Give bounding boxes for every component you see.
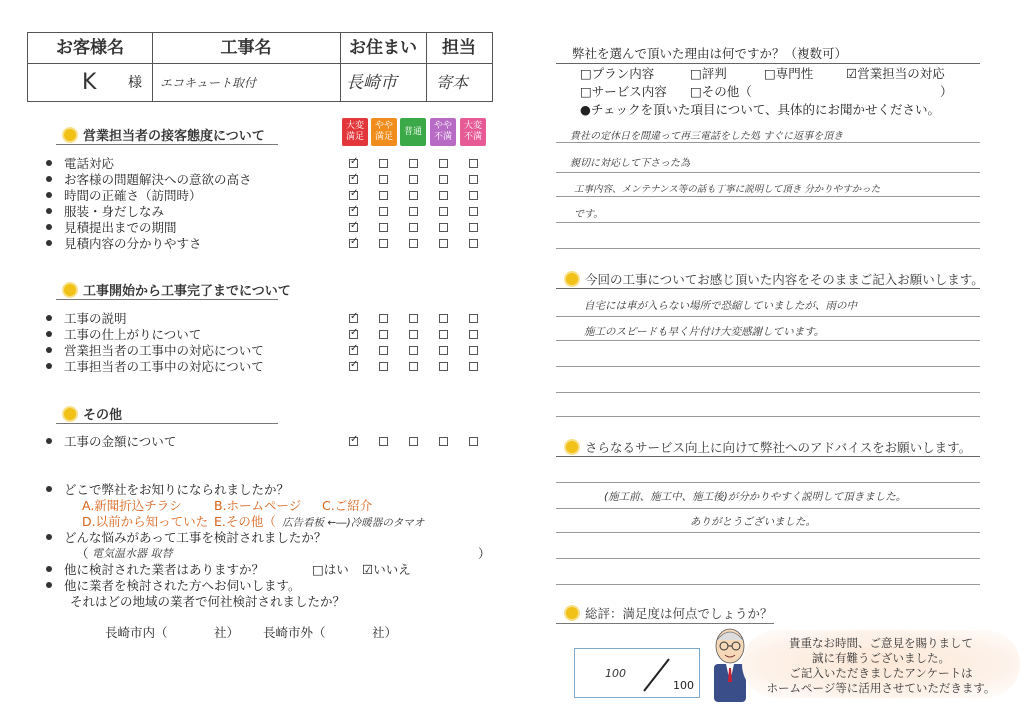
ruled-line — [556, 288, 980, 289]
rating-somewhat-dissatisfied: やや不満 — [430, 118, 456, 146]
rating-checkbox[interactable] — [439, 191, 448, 200]
rating-checkbox[interactable] — [349, 207, 358, 216]
rating-checkbox[interactable] — [469, 314, 478, 323]
rating-very-satisfied: 大変満足 — [342, 118, 368, 146]
reason-service: □サービス内容 — [580, 84, 667, 99]
rating-checkbox[interactable] — [409, 362, 418, 371]
ruled-line — [556, 316, 980, 317]
rating-row — [46, 172, 252, 188]
ruled-line — [556, 584, 980, 585]
detail-answer-line: 工事内容、メンテナンス等の話も丁寧に説明して頂き 分かりやすかった — [574, 184, 881, 195]
advice-question: さらなるサービス向上に向けて弊社へのアドバイスをお願いします。 — [566, 438, 971, 456]
company-count-suffix: 社） — [372, 625, 398, 640]
ruled-line — [556, 508, 980, 509]
rating-checkbox[interactable] — [469, 207, 478, 216]
rating-row-label: 工事担当者の工事中の対応について — [64, 359, 264, 374]
rating-checkbox[interactable] — [409, 239, 418, 248]
flower-icon — [64, 284, 76, 296]
customer-suffix: 様 — [128, 75, 142, 91]
rating-checkbox[interactable] — [469, 223, 478, 232]
rating-checkbox[interactable] — [439, 239, 448, 248]
ruled-line — [556, 416, 980, 417]
bullet-icon — [46, 347, 52, 353]
rating-checkbox[interactable] — [439, 175, 448, 184]
reason-reputation: □評判 — [690, 66, 727, 81]
other-section-title: その他 — [64, 404, 122, 423]
rating-checkbox[interactable] — [469, 191, 478, 200]
rating-neutral: 普通 — [400, 118, 426, 146]
feel-question: 今回の工事についてお感じ頂いた内容をそのままご記入お願いします。 — [566, 270, 984, 288]
rating-checkbox[interactable] — [469, 362, 478, 371]
rating-checkbox[interactable] — [439, 314, 448, 323]
rating-checkbox[interactable] — [349, 437, 358, 446]
thanks-message: 貴重なお時間、ご意見を賜りまして 誠に有難うございました。 ご記入いただきましたアンケートは ホームページ等に活用させていただきます。 — [766, 636, 996, 695]
option-e-answer: 広告看板 ←―)冷暖器のタマオ — [282, 517, 425, 529]
rating-row — [46, 236, 202, 252]
reason-other-close: ） — [940, 84, 953, 99]
rating-checkbox[interactable] — [379, 346, 388, 355]
worry-open-paren: （ — [76, 546, 89, 561]
work-name-heading: 工事名 — [220, 38, 272, 58]
rating-checkbox[interactable] — [409, 175, 418, 184]
feel-answer-line: 施工のスピードも早く片付け大変感謝しています。 — [584, 326, 825, 338]
rating-row-label: 見積内容の分かりやすさ — [64, 236, 202, 251]
rating-checkbox[interactable] — [439, 346, 448, 355]
rating-row-label: 工事の仕上がりについて — [64, 327, 202, 342]
advice-answer-line: (施工前、施工中、施工後)が分かりやすく説明して頂きました。 — [604, 491, 907, 503]
vendor-no-option: ☑いいえ — [362, 562, 411, 577]
rating-checkbox[interactable] — [379, 437, 388, 446]
rating-checkbox[interactable] — [379, 175, 388, 184]
bullet-icon — [46, 582, 52, 588]
bullet-icon — [46, 566, 52, 572]
rating-checkbox[interactable] — [469, 239, 478, 248]
rating-checkbox[interactable] — [349, 191, 358, 200]
rating-checkbox[interactable] — [349, 239, 358, 248]
rating-row-label: 工事の説明 — [64, 311, 127, 326]
bullet-icon — [46, 224, 52, 230]
bullet-icon — [46, 240, 52, 246]
section-underline — [56, 299, 278, 300]
option-c: C.ご紹介 — [322, 498, 373, 513]
ruled-line — [556, 532, 980, 533]
rating-checkbox[interactable] — [439, 207, 448, 216]
rating-checkbox[interactable] — [469, 159, 478, 168]
rating-checkbox[interactable] — [379, 207, 388, 216]
detail-answer-line: 親切に対応して下さった為 — [570, 158, 690, 169]
service-section-title: 営業担当者の接客態度について — [64, 125, 265, 144]
rating-checkbox[interactable] — [379, 362, 388, 371]
rating-row-label: 電話対応 — [64, 156, 115, 171]
address-value: 長崎市 — [346, 73, 397, 93]
rating-row-label: 時間の正確さ（訪問時） — [64, 188, 202, 203]
ruled-line — [556, 456, 980, 457]
worry-answer: 電気温水器 取替 — [92, 547, 173, 560]
ruled-line — [556, 248, 980, 249]
other-vendor-question: 他に検討された業者はありますか？ — [46, 562, 264, 578]
staff-heading: 担当 — [442, 38, 476, 58]
rating-checkbox[interactable] — [409, 159, 418, 168]
bullet-icon — [46, 160, 52, 166]
bullet-icon — [46, 331, 52, 337]
rating-checkbox[interactable] — [409, 314, 418, 323]
rating-checkbox[interactable] — [379, 191, 388, 200]
rating-checkbox[interactable] — [349, 159, 358, 168]
customer-name-value: K — [82, 70, 97, 95]
bullet-icon — [46, 315, 52, 321]
option-b: B.ホームページ — [214, 498, 302, 513]
rating-checkbox[interactable] — [379, 239, 388, 248]
rating-row — [46, 343, 264, 359]
rating-checkbox[interactable] — [439, 362, 448, 371]
worry-question: どんな悩みがあって工事を検討されましたか？ — [46, 530, 326, 546]
rating-row-label: 服装・身だしなみ — [64, 204, 165, 219]
rating-checkbox[interactable] — [409, 437, 418, 446]
detail-answer-line: 貴社の定休日を間違って再三電話をした処 すぐに返事を頂き — [570, 131, 844, 142]
detail-answer-line: です。 — [574, 209, 604, 220]
nagasaki-outside-label: 長崎市外（ — [263, 625, 326, 640]
rating-checkbox[interactable] — [379, 314, 388, 323]
rating-checkbox[interactable] — [469, 346, 478, 355]
ruled-line — [556, 392, 980, 393]
rating-checkbox[interactable] — [349, 175, 358, 184]
score-box — [574, 648, 700, 698]
rating-checkbox[interactable] — [409, 207, 418, 216]
ruled-line — [556, 558, 980, 559]
rating-row — [46, 156, 114, 172]
bullet-icon — [46, 192, 52, 198]
bullet-icon — [46, 486, 52, 492]
feel-answer-line: 自宅には車が入らない場所で恐縮していましたが、雨の中 — [584, 300, 857, 312]
flower-icon — [64, 408, 76, 420]
bullet-icon — [46, 363, 52, 369]
rating-row — [46, 188, 202, 204]
rating-checkbox[interactable] — [349, 223, 358, 232]
work-name-value: エコキュート取付 — [160, 76, 257, 90]
ruled-line — [556, 63, 980, 64]
reason-staff: ☑営業担当の対応 — [846, 66, 945, 81]
flower-icon — [566, 441, 578, 453]
ask-vendor-question-line2: それはどの地域の業者で何社検討されましたか？ — [70, 594, 346, 609]
bullet-icon — [46, 438, 52, 444]
rating-row-label: 営業担当者の工事中の対応について — [64, 343, 264, 358]
construction-section-title: 工事開始から工事完了までについて — [64, 280, 291, 299]
option-a: A.新聞折込チラシ — [82, 498, 182, 513]
score-value: 100 — [605, 667, 626, 680]
address-heading: お住まい — [349, 38, 417, 58]
rating-row — [46, 359, 264, 375]
worry-close-paren: ） — [478, 546, 491, 561]
rating-checkbox[interactable] — [409, 346, 418, 355]
ruled-line — [556, 172, 980, 173]
rating-checkbox[interactable] — [379, 330, 388, 339]
divider — [28, 63, 492, 64]
reason-other: □その他（ — [690, 84, 752, 99]
rating-checkbox[interactable] — [349, 362, 358, 371]
rating-row-label: 見積提出までの期間 — [64, 220, 177, 235]
rating-row — [46, 434, 176, 450]
flower-icon — [566, 273, 578, 285]
rating-checkbox[interactable] — [469, 175, 478, 184]
rating-row-label: 工事の金額について — [64, 434, 177, 449]
ask-vendor-question: 他に業者を検討された方へお伺いします。 — [46, 578, 301, 594]
rating-checkbox[interactable] — [439, 159, 448, 168]
section-underline — [56, 144, 278, 145]
rating-checkbox[interactable] — [409, 330, 418, 339]
flower-icon — [64, 129, 76, 141]
ruled-line — [556, 482, 980, 483]
rating-row — [46, 327, 201, 343]
ruled-line — [556, 366, 980, 367]
rating-checkbox[interactable] — [349, 346, 358, 355]
score-question: 総評：満足度は何点でしょうか？ — [566, 604, 773, 622]
section-underline — [56, 423, 278, 424]
reason-expertise: □専門性 — [764, 66, 814, 81]
detail-question: ●チェックを頂いた項目について、具体的にお聞かせください。 — [580, 102, 941, 117]
rating-checkbox[interactable] — [379, 159, 388, 168]
score-max: 100 — [673, 679, 694, 692]
rating-checkbox[interactable] — [439, 437, 448, 446]
rating-very-dissatisfied: 大変不満 — [460, 118, 486, 146]
vendor-yes-option: □はい — [312, 562, 349, 577]
staff-value: 寄本 — [436, 73, 469, 92]
rating-checkbox[interactable] — [469, 330, 478, 339]
rating-somewhat-satisfied: やや満足 — [371, 118, 397, 146]
rating-checkbox[interactable] — [349, 314, 358, 323]
rating-checkbox[interactable] — [349, 330, 358, 339]
rating-checkbox[interactable] — [379, 223, 388, 232]
bullet-icon — [46, 208, 52, 214]
option-d: D.以前から知っていた — [82, 514, 209, 529]
bullet-icon — [46, 534, 52, 540]
reason-plan: □プラン内容 — [580, 66, 655, 81]
ruled-line — [556, 340, 980, 341]
rating-checkbox[interactable] — [439, 223, 448, 232]
rating-checkbox[interactable] — [409, 191, 418, 200]
reason-question: 弊社を選んで頂いた理由は何ですか？（複数可） — [572, 46, 848, 61]
ruled-line — [556, 222, 980, 223]
customer-name-heading: お客様名 — [56, 38, 124, 58]
rating-row — [46, 204, 164, 220]
rating-checkbox[interactable] — [409, 223, 418, 232]
company-count-suffix: 社） — [214, 625, 240, 640]
customer-header-table — [27, 32, 493, 102]
rating-row-label: お客様の問題解決への意欲の高さ — [64, 172, 252, 187]
rating-checkbox[interactable] — [469, 437, 478, 446]
rating-checkbox[interactable] — [439, 330, 448, 339]
how-found-question: どこで弊社をお知りになられましたか？ — [46, 482, 289, 498]
bullet-icon — [46, 176, 52, 182]
nagasaki-inside-label: 長崎市内（ — [105, 625, 168, 640]
rating-row — [46, 220, 177, 236]
advice-answer-line: ありがとうございました。 — [690, 516, 816, 528]
option-e: E.その他（ — [214, 514, 276, 529]
score-slash — [641, 657, 671, 693]
rating-row — [46, 311, 127, 327]
flower-icon — [566, 607, 578, 619]
